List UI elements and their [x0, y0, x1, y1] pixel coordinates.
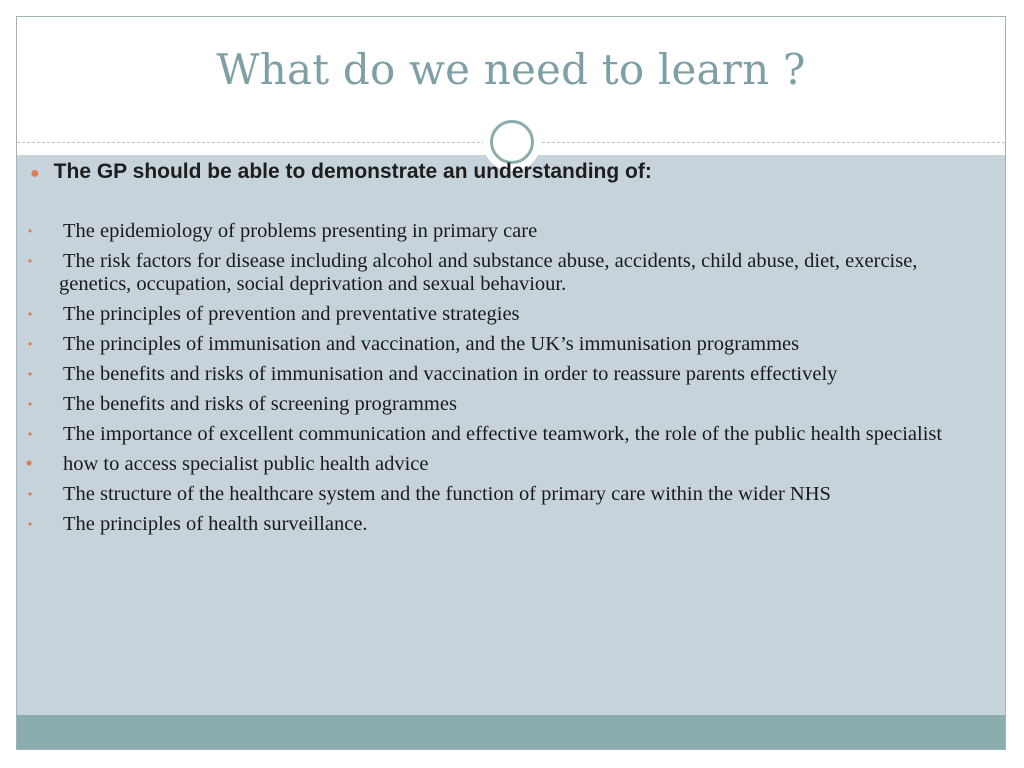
bullet-icon: • — [28, 337, 33, 351]
list-item — [26, 483, 976, 506]
list-item — [26, 423, 976, 446]
list-item-text: The epidemiology of problems presenting in primary care — [63, 220, 538, 242]
list-item-text: The principles of immunisation and vaccination, and the UK’s immunisation programmes — [63, 333, 800, 355]
bullet-icon: • — [28, 307, 33, 321]
list-item-text: The benefits and risks of immunisation and vaccination in order to reassure parents effectively — [63, 363, 838, 385]
list-item-text: The principles of health surveillance. — [63, 513, 368, 535]
footer-bar — [17, 715, 1005, 749]
bullet-icon: • — [28, 427, 33, 441]
list-item — [26, 393, 976, 416]
bullet-icon: • — [28, 397, 33, 411]
list-item — [26, 333, 976, 356]
list-item-text: The principles of prevention and preventative strategies — [63, 303, 520, 325]
list-item — [26, 363, 976, 386]
list-item — [26, 453, 976, 476]
list-item-text: The importance of excellent communication and effective teamwork, the role of the public health specialist — [63, 423, 943, 445]
list-item-text: The risk factors for disease including alcohol and substance abuse, accidents, child abuse, diet, exercise, genetics, occupation, social deprivation and sexual behaviour. — [59, 250, 918, 295]
list-item — [26, 513, 976, 536]
list-item-text: how to access specialist public health advice — [63, 453, 429, 475]
bullet-icon: • — [26, 453, 33, 473]
slide-heading: The GP should be able to demonstrate an understanding of: — [53, 160, 652, 183]
list-item — [26, 250, 976, 296]
bullet-icon: • — [28, 367, 33, 381]
list-item-text: The benefits and risks of screening programmes — [63, 393, 457, 415]
slide-title: What do we need to learn ? — [216, 45, 806, 94]
ring-icon — [490, 120, 534, 164]
bullet-list — [26, 220, 976, 543]
heading-row — [30, 160, 960, 184]
list-item-text: The structure of the healthcare system and the function of primary care within the wider NHS — [63, 483, 831, 505]
bullet-icon: • — [28, 487, 33, 501]
bullet-icon: ● — [30, 165, 40, 182]
bullet-icon: • — [28, 254, 33, 268]
bullet-icon: • — [28, 517, 33, 531]
list-item — [26, 220, 976, 243]
bullet-icon: • — [28, 224, 33, 238]
list-item — [26, 303, 976, 326]
